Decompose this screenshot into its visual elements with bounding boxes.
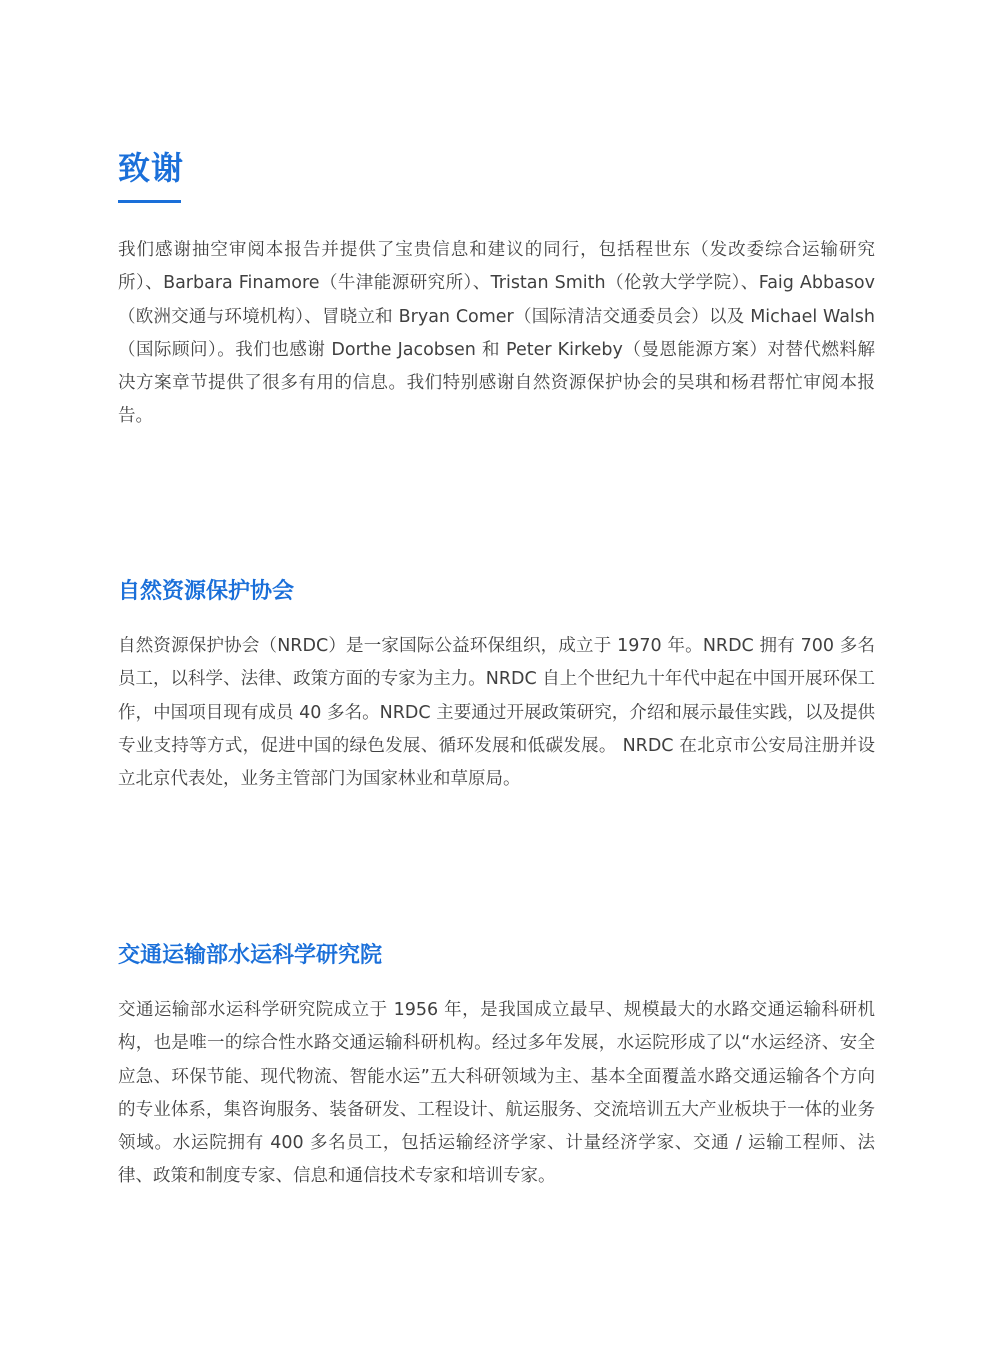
section-title-nrdc: 自然资源保护协会 bbox=[118, 579, 295, 604]
section-title-wti: 交通运输部水运科学研究院 bbox=[118, 943, 383, 968]
acknowledgements-paragraph: 我们感谢抽空审阅本报告并提供了宝贵信息和建议的同行，包括程世东（发改委综合运输研究所）、Barbara Finamore（牛津能源研究所）、Tristan Smith（伦敦大学学院）、Faig Abbasov（欧洲交通与环境机构）、冒晓立和 Bryan Comer（国际清洁交通委员会）以及 Michael Walsh（国际顾问）。我们也感谢 Dorthe Jacobsen 和 Peter Kirkeby（曼恩能源方案）对替代燃料解决方案章节提供了很多有用的信息。我们特别感谢自然资源保护协会的吴琪和杨君帮忙审阅本报告。 bbox=[118, 240, 875, 427]
title-underline bbox=[118, 200, 181, 203]
page-title: 致谢 bbox=[118, 149, 185, 187]
wti-paragraph: 交通运输部水运科学研究院成立于 1956 年，是我国成立最早、规模最大的水路交通运输科研机构，也是唯一的综合性水路交通运输科研机构。经过多年发展，水运院形成了以“水运经济、安全应急、环保节能、现代物流、智能水运”五大科研领域为主、基本全面覆盖水路交通运输各个方向的专业体系，集咨询服务、装备研发、工程设计、航运服务、交流培训五大产业板块于一体的业务领域。水运院拥有 400 多名员工，包括运输经济学家、计量经济学家、交通 / 运输工程师、法律、政策和制度专家、信息和通信技术专家和培训专家。 bbox=[118, 1000, 875, 1187]
nrdc-paragraph: 自然资源保护协会（NRDC）是一家国际公益环保组织，成立于 1970 年。NRDC 拥有 700 多名员工，以科学、法律、政策方面的专家为主力。NRDC 自上个世纪九十年代中起在中国开展环保工作，中国项目现有成员 40 多名。NRDC 主要通过开展政策研究，介绍和展示最佳实践，以及提供专业支持等方式，促进中国的绿色发展、循环发展和低碳发展。 NRDC 在北京市公安局注册并设立北京代表处，业务主管部门为国家林业和草原局。 bbox=[118, 636, 875, 790]
